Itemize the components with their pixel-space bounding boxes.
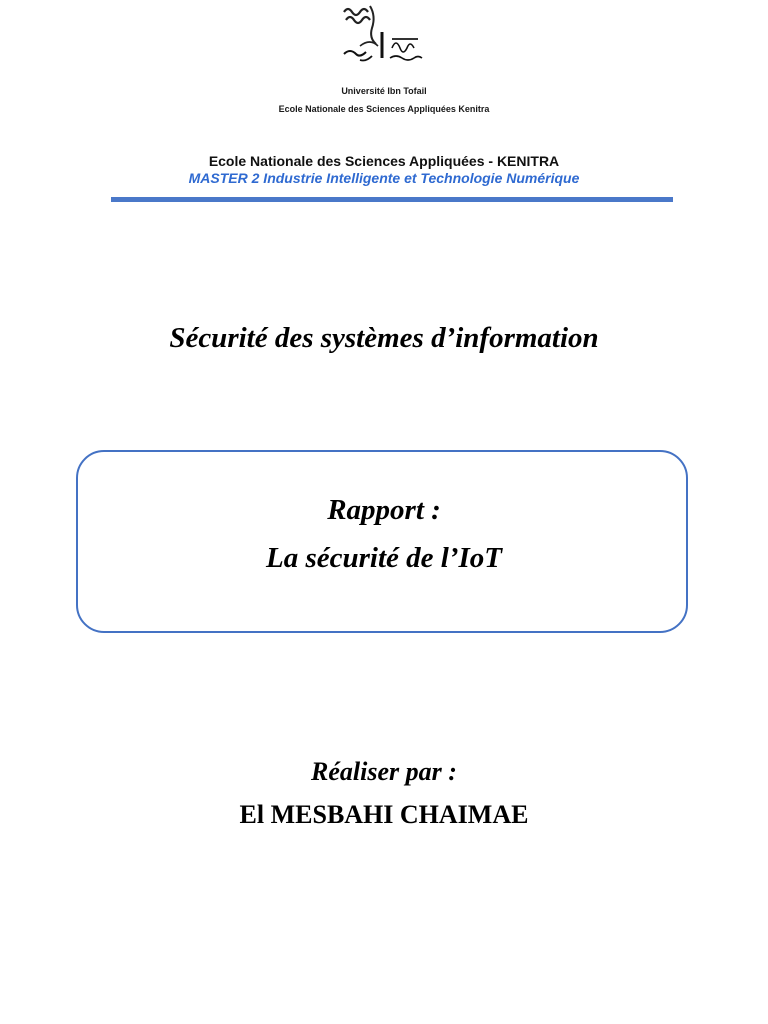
author-label: Réaliser par : — [311, 757, 457, 786]
school-short-name: Ecole Nationale des Sciences Appliquées Kenitra — [278, 104, 490, 114]
university-name: Université Ibn Tofail — [341, 86, 427, 96]
course-title: Sécurité des systèmes d’information — [169, 322, 599, 354]
author-name: El MESBAHI CHAIMAE — [239, 800, 529, 829]
report-label: Rapport : — [327, 494, 441, 526]
report-subject: La sécurité de l’IoT — [266, 542, 502, 574]
school-full-name: Ecole Nationale des Sciences Appliquées - KENITRA — [208, 153, 560, 169]
university-logo-icon — [330, 2, 430, 68]
header-divider — [111, 197, 673, 202]
master-program: MASTER 2 Industrie Intelligente et Technologie Numérique — [188, 170, 580, 186]
